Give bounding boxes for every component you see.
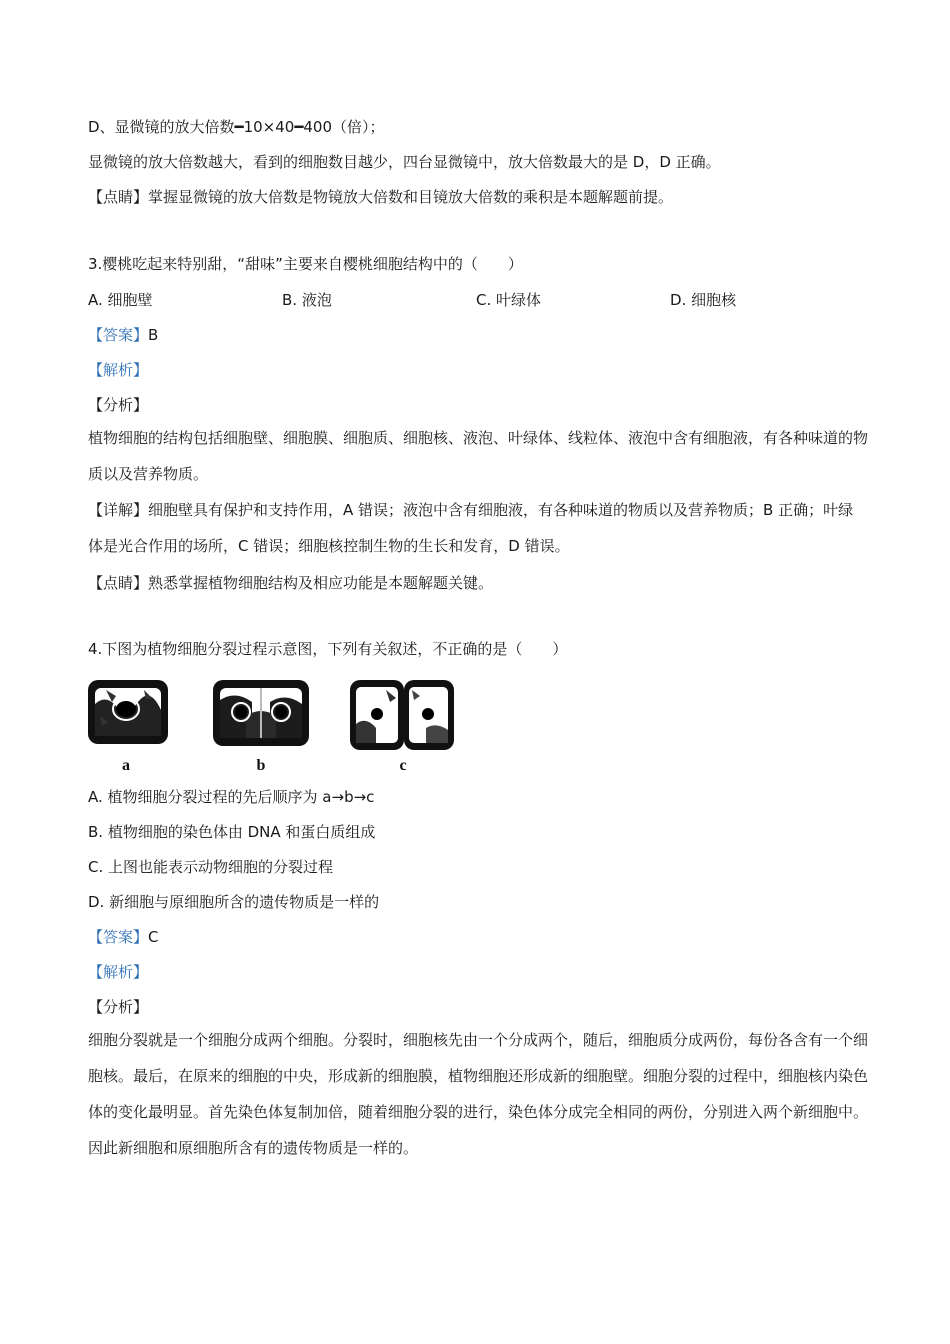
- q3-detail-text: 【详解】细胞壁具有保护和支持作用，A 错误；液泡中含有细胞液，有各种味道的物质以及营养物质；B 正确；叶绿体是光合作用的场所，C 错误；细胞核控制生物的生长和发育，D 错误。: [88, 501, 854, 555]
- q4-option-d: D. 新细胞与原细胞所含的遗传物质是一样的: [88, 893, 380, 911]
- q4-fenxi-tag: 【分析】: [88, 998, 149, 1016]
- figure-label-c: c: [399, 757, 407, 774]
- q3-option-c: C. 叶绿体: [476, 291, 542, 309]
- figure-label-a: a: [122, 757, 130, 774]
- q4-jiexi-tag: 【解析】: [88, 963, 149, 981]
- q4-answer: [88, 927, 159, 947]
- q2-tip-text: 【点睛】掌握显微镜的放大倍数是物镜放大倍数和目镜放大倍数的乘积是本题解题前提。: [88, 188, 674, 206]
- q3-fenxi-tag: 【分析】: [88, 396, 149, 414]
- answer-tag: 【答案】: [88, 928, 149, 946]
- q4-stem: 4.下图为植物细胞分裂过程示意图，下列有关叙述，不正确的是（ ）: [88, 640, 568, 658]
- q2-option-d-text: D、显微镜的放大倍数━10×40━400（倍）；: [88, 118, 385, 136]
- figure-label-b: b: [256, 757, 266, 774]
- answer-tag: 【答案】: [88, 326, 149, 344]
- answer-value: B: [148, 326, 159, 344]
- q2-conclusion-text: 显微镜的放大倍数越大，看到的细胞数目越少，四台显微镜中，放大倍数最大的是 D，D 正确。: [88, 153, 721, 171]
- q3-answer: [88, 325, 158, 345]
- q4-option-b: B. 植物细胞的染色体由 DNA 和蛋白质组成: [88, 823, 376, 841]
- q3-jiexi-tag: 【解析】: [88, 361, 149, 379]
- cell-a-image: [88, 680, 168, 744]
- q4-option-c: C. 上图也能表示动物细胞的分裂过程: [88, 858, 334, 876]
- answer-value: C: [148, 928, 159, 946]
- q3-tip-text: 【点睛】熟悉掌握植物细胞结构及相应功能是本题解题关键。: [88, 574, 494, 592]
- q3-option-d: D. 细胞核: [670, 291, 737, 309]
- q3-analysis-text: 植物细胞的结构包括细胞壁、细胞膜、细胞质、细胞核、液泡、叶绿体、线粒体、液泡中含有细胞液，有各种味道的物质以及营养物质。: [88, 429, 869, 483]
- q4-analysis-text: 细胞分裂就是一个细胞分成两个细胞。分裂时，细胞核先由一个分成两个，随后，细胞质分成两份，每份各含有一个细胞核。最后，在原来的细胞的中央，形成新的细胞膜，植物细胞还形成新的细胞壁。细胞分裂的过程中，细胞核内染色体的变化最明显。首先染色体复制加倍，随着细胞分裂的进行，染色体分成完全相同的两份，分别进入两个新细胞中。因此新细胞和原细胞所含有的遗传物质是一样的。: [88, 1031, 869, 1157]
- q3-option-b: B. 液泡: [282, 291, 332, 309]
- q4-option-a: A. 植物细胞分裂过程的先后顺序为 a→b→c: [88, 788, 375, 806]
- cell-division-figure: [86, 676, 466, 776]
- q3-option-a: A. 细胞壁: [88, 291, 153, 309]
- cell-b-image: [213, 680, 309, 746]
- cell-c-image: [350, 680, 454, 750]
- q3-stem: 3.樱桃吃起来特别甜，“甜味”主要来自樱桃细胞结构中的（ ）: [88, 255, 523, 273]
